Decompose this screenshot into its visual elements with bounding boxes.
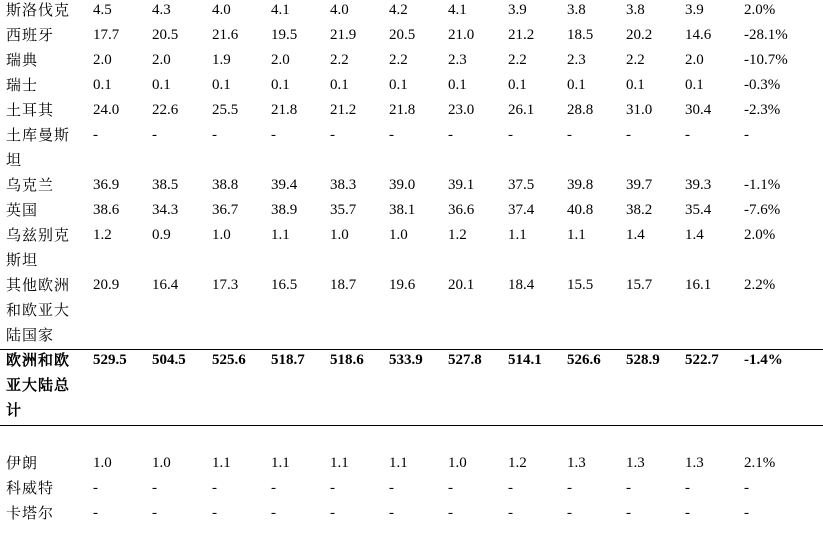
value-cell: 21.0 <box>448 27 475 43</box>
value-cell: 1.0 <box>212 227 231 243</box>
value-cell: 23.0 <box>448 102 475 118</box>
value-cell: 2.0 <box>93 52 112 68</box>
value-cell: - <box>212 127 217 143</box>
row-label <box>6 451 86 476</box>
value-cell: 4.2 <box>389 2 408 18</box>
value-cell: 1.0 <box>389 227 408 243</box>
value-cell: 0.1 <box>93 77 112 93</box>
value-cell: 21.8 <box>271 102 298 118</box>
value-cell: - <box>389 480 394 496</box>
value-cell: 1.1 <box>330 455 349 471</box>
value-cell: 0.1 <box>448 77 467 93</box>
row-label-line: 科威特 <box>6 479 55 497</box>
value-cell: 21.2 <box>330 102 357 118</box>
value-cell: 1.1 <box>508 227 527 243</box>
row-label-line: 陆国家 <box>6 326 55 344</box>
value-cell: 17.3 <box>212 277 239 293</box>
change-cell: 2.1% <box>744 455 776 471</box>
row-label-line: 坦 <box>6 151 23 169</box>
value-cell: 20.9 <box>93 277 120 293</box>
change-cell: 2.2% <box>744 277 776 293</box>
value-cell: 36.9 <box>93 177 120 193</box>
value-cell: - <box>93 505 98 521</box>
value-cell: 2.2 <box>389 52 408 68</box>
row-label-line: 和欧亚大 <box>6 301 71 319</box>
row-label-line: 土耳其 <box>6 101 55 119</box>
value-cell: 36.7 <box>212 202 239 218</box>
value-cell: 34.3 <box>152 202 179 218</box>
value-cell: 1.4 <box>685 227 704 243</box>
value-cell: 0.1 <box>152 77 171 93</box>
value-cell: 28.8 <box>567 102 594 118</box>
value-cell: - <box>330 480 335 496</box>
value-cell: 1.2 <box>93 227 112 243</box>
row-label <box>6 501 86 526</box>
value-cell: 1.0 <box>330 227 349 243</box>
value-cell: 518.7 <box>271 352 305 368</box>
row-label-line: 斯坦 <box>6 251 39 269</box>
value-cell: 1.1 <box>271 455 290 471</box>
value-cell: 21.2 <box>508 27 535 43</box>
row-label <box>6 98 86 123</box>
value-cell: 3.8 <box>567 2 586 18</box>
value-cell: - <box>152 480 157 496</box>
row-label-line: 卡塔尔 <box>6 504 55 522</box>
row-label <box>6 73 86 98</box>
value-cell: 22.6 <box>152 102 179 118</box>
value-cell: 2.3 <box>448 52 467 68</box>
row-label-line: 欧洲和欧 <box>6 351 71 369</box>
value-cell: 4.0 <box>330 2 349 18</box>
change-cell: - <box>744 480 749 496</box>
value-cell: 1.0 <box>93 455 112 471</box>
value-cell: 36.6 <box>448 202 475 218</box>
value-cell: 528.9 <box>626 352 660 368</box>
value-cell: 35.4 <box>685 202 712 218</box>
change-cell: -2.3% <box>744 102 781 118</box>
value-cell: 20.1 <box>448 277 475 293</box>
row-label-line: 伊朗 <box>6 454 39 472</box>
row-label-line: 计 <box>6 401 23 419</box>
value-cell: 26.1 <box>508 102 535 118</box>
value-cell: 39.4 <box>271 177 298 193</box>
value-cell: 38.3 <box>330 177 357 193</box>
value-cell: 16.1 <box>685 277 712 293</box>
value-cell: - <box>271 480 276 496</box>
row-label <box>6 223 86 273</box>
value-cell: 21.6 <box>212 27 239 43</box>
value-cell: 39.3 <box>685 177 712 193</box>
value-cell: - <box>567 480 572 496</box>
value-cell: 504.5 <box>152 352 186 368</box>
value-cell: 38.8 <box>212 177 239 193</box>
value-cell: 2.2 <box>626 52 645 68</box>
value-cell: 24.0 <box>93 102 120 118</box>
value-cell: 0.1 <box>508 77 527 93</box>
value-cell: 0.1 <box>389 77 408 93</box>
value-cell: 39.7 <box>626 177 653 193</box>
change-cell: -10.7% <box>744 52 788 68</box>
value-cell: 20.5 <box>152 27 179 43</box>
row-label <box>6 348 86 423</box>
row-label <box>6 123 86 173</box>
value-cell: 1.2 <box>508 455 527 471</box>
value-cell: - <box>626 480 631 496</box>
value-cell: - <box>389 505 394 521</box>
value-cell: 4.1 <box>448 2 467 18</box>
value-cell: - <box>271 505 276 521</box>
value-cell: 3.9 <box>508 2 527 18</box>
value-cell: 14.6 <box>685 27 712 43</box>
value-cell: - <box>685 480 690 496</box>
value-cell: 39.8 <box>567 177 594 193</box>
value-cell: 2.2 <box>508 52 527 68</box>
value-cell: 38.5 <box>152 177 179 193</box>
value-cell: 2.2 <box>330 52 349 68</box>
value-cell: 17.7 <box>93 27 120 43</box>
value-cell: - <box>626 505 631 521</box>
value-cell: 3.8 <box>626 2 645 18</box>
row-label <box>6 0 86 23</box>
value-cell: 0.1 <box>271 77 290 93</box>
row-label-line: 瑞典 <box>6 51 39 69</box>
value-cell: 2.3 <box>567 52 586 68</box>
value-cell: 15.5 <box>567 277 594 293</box>
value-cell: 19.6 <box>389 277 416 293</box>
value-cell: - <box>212 480 217 496</box>
value-cell: 0.1 <box>330 77 349 93</box>
table-rule <box>0 425 823 426</box>
value-cell: 37.5 <box>508 177 535 193</box>
value-cell: 38.1 <box>389 202 416 218</box>
value-cell: 20.2 <box>626 27 653 43</box>
value-cell: 514.1 <box>508 352 542 368</box>
value-cell: 2.0 <box>152 52 171 68</box>
row-label-line: 西班牙 <box>6 26 55 44</box>
value-cell: - <box>389 127 394 143</box>
value-cell: - <box>93 127 98 143</box>
value-cell: - <box>152 505 157 521</box>
value-cell: 3.9 <box>685 2 704 18</box>
value-cell: 21.8 <box>389 102 416 118</box>
row-label <box>6 198 86 223</box>
change-cell: -7.6% <box>744 202 781 218</box>
row-label-line: 英国 <box>6 201 39 219</box>
value-cell: 39.1 <box>448 177 475 193</box>
value-cell: 38.2 <box>626 202 653 218</box>
value-cell: 1.1 <box>212 455 231 471</box>
value-cell: 39.0 <box>389 177 416 193</box>
value-cell: - <box>508 505 513 521</box>
change-cell: - <box>744 127 749 143</box>
value-cell: 4.3 <box>152 2 171 18</box>
value-cell: 18.5 <box>567 27 594 43</box>
value-cell: - <box>93 480 98 496</box>
value-cell: - <box>212 505 217 521</box>
value-cell: 38.9 <box>271 202 298 218</box>
table-rule <box>0 349 823 350</box>
value-cell: 1.9 <box>212 52 231 68</box>
value-cell: 1.4 <box>626 227 645 243</box>
value-cell: - <box>330 505 335 521</box>
row-label-line: 其他欧洲 <box>6 276 71 294</box>
value-cell: - <box>271 127 276 143</box>
value-cell: 35.7 <box>330 202 357 218</box>
value-cell: 533.9 <box>389 352 423 368</box>
value-cell: 1.2 <box>448 227 467 243</box>
value-cell: 4.5 <box>93 2 112 18</box>
row-label-line: 瑞士 <box>6 76 39 94</box>
value-cell: 2.0 <box>271 52 290 68</box>
value-cell: 20.5 <box>389 27 416 43</box>
value-cell: 0.1 <box>567 77 586 93</box>
value-cell: 16.5 <box>271 277 298 293</box>
value-cell: - <box>626 127 631 143</box>
value-cell: 1.0 <box>152 455 171 471</box>
value-cell: 1.1 <box>271 227 290 243</box>
value-cell: - <box>330 127 335 143</box>
value-cell: 1.3 <box>567 455 586 471</box>
value-cell: 1.1 <box>389 455 408 471</box>
row-label-line: 斯洛伐克 <box>6 1 71 19</box>
value-cell: 2.0 <box>685 52 704 68</box>
value-cell: 0.1 <box>685 77 704 93</box>
change-cell: -0.3% <box>744 77 781 93</box>
change-cell: 2.0% <box>744 2 776 18</box>
value-cell: - <box>448 127 453 143</box>
value-cell: 526.6 <box>567 352 601 368</box>
value-cell: - <box>448 505 453 521</box>
value-cell: 25.5 <box>212 102 239 118</box>
value-cell: - <box>685 505 690 521</box>
row-label-line: 乌兹别克 <box>6 226 71 244</box>
value-cell: - <box>567 127 572 143</box>
value-cell: 4.0 <box>212 2 231 18</box>
row-label-line: 乌克兰 <box>6 176 55 194</box>
value-cell: 37.4 <box>508 202 535 218</box>
value-cell: 18.4 <box>508 277 535 293</box>
change-cell: -28.1% <box>744 27 788 43</box>
row-label <box>6 48 86 73</box>
value-cell: 0.1 <box>212 77 231 93</box>
row-label <box>6 173 86 198</box>
change-cell: -1.4% <box>744 352 783 368</box>
value-cell: 31.0 <box>626 102 653 118</box>
value-cell: 1.3 <box>626 455 645 471</box>
value-cell: 1.1 <box>567 227 586 243</box>
value-cell: 1.3 <box>685 455 704 471</box>
value-cell: - <box>685 127 690 143</box>
row-label <box>6 476 86 501</box>
value-cell: 0.1 <box>626 77 645 93</box>
value-cell: 21.9 <box>330 27 357 43</box>
change-cell: - <box>744 505 749 521</box>
value-cell: 529.5 <box>93 352 127 368</box>
value-cell: 4.1 <box>271 2 290 18</box>
value-cell: 0.9 <box>152 227 171 243</box>
value-cell: - <box>448 480 453 496</box>
row-label <box>6 273 86 348</box>
value-cell: 15.7 <box>626 277 653 293</box>
row-label-line: 土库曼斯 <box>6 126 71 144</box>
value-cell: 527.8 <box>448 352 482 368</box>
value-cell: - <box>508 127 513 143</box>
value-cell: 525.6 <box>212 352 246 368</box>
value-cell: 40.8 <box>567 202 594 218</box>
change-cell: -1.1% <box>744 177 781 193</box>
row-label <box>6 23 86 48</box>
value-cell: 16.4 <box>152 277 179 293</box>
value-cell: 19.5 <box>271 27 298 43</box>
value-cell: 518.6 <box>330 352 364 368</box>
value-cell: - <box>152 127 157 143</box>
value-cell: 1.0 <box>448 455 467 471</box>
change-cell: 2.0% <box>744 227 776 243</box>
row-label-line: 亚大陆总 <box>6 376 71 394</box>
value-cell: 38.6 <box>93 202 120 218</box>
value-cell: - <box>567 505 572 521</box>
value-cell: 30.4 <box>685 102 712 118</box>
value-cell: - <box>508 480 513 496</box>
value-cell: 522.7 <box>685 352 719 368</box>
value-cell: 18.7 <box>330 277 357 293</box>
